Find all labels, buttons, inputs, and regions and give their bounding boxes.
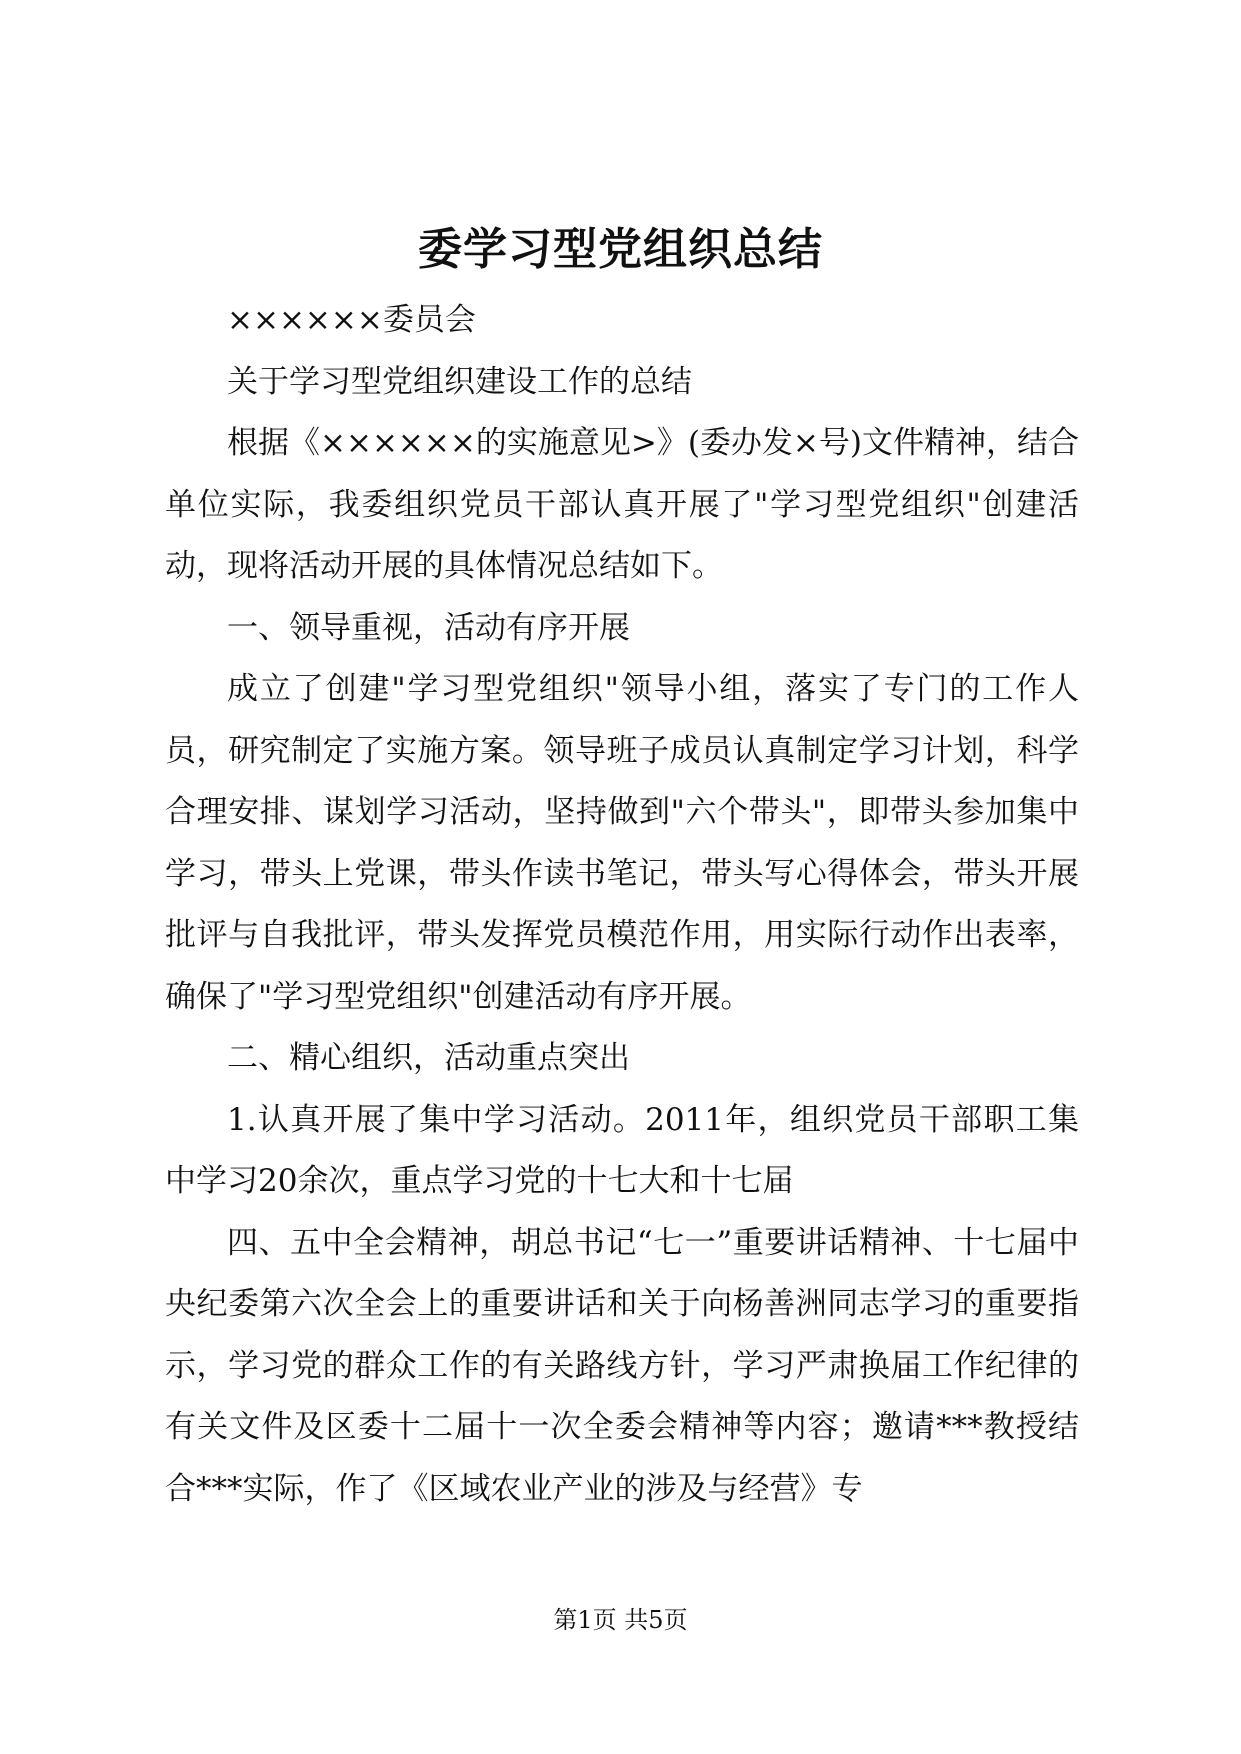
- page-footer: 第1页 共5页: [553, 1606, 688, 1634]
- paragraph: 成立了创建"学习型党组织"领导小组，落实了专门的工作人员，研究制定了实施方案。领导班子成员认真制定学习计划，科学合理安排、谋划学习活动，坚持做到"六个带头"，即带头参加集中学习，带头上党课，带头作读书笔记，带头写心得体会，带头开展批评与自我批评，带头发挥党员模范作用，用实际行动作出表率，确保了"学习型党组织"创建活动有序开展。: [165, 671, 1079, 1015]
- document-body: [165, 290, 1079, 1520]
- document-title: 委学习型党组织总结: [418, 224, 823, 275]
- section-heading: 二、精心组织，活动重点突出: [227, 1040, 630, 1076]
- paragraph: 四、五中全会精神，胡总书记“七一”重要讲话精神、十七届中央纪委第六次全会上的重要讲话和关于向杨善洲同志学习的重要指示，学习党的群众工作的有关路线方针，学习严肃换届工作纪律的有关文件及区委十二届十一次全委会精神等内容；邀请***教授结合***实际，作了《区域农业产业的涉及与经营》专: [165, 1224, 1079, 1507]
- paragraph: ××××××委员会: [227, 302, 476, 338]
- paragraph: 根据《××××××的实施意见>》(委办发×号)文件精神，结合单位实际，我委组织党员干部认真开展了"学习型党组织"创建活动，现将活动开展的具体情况总结如下。: [165, 425, 1079, 584]
- section-heading: 一、领导重视，活动有序开展: [227, 609, 630, 646]
- paragraph: 关于学习型党组织建设工作的总结: [227, 363, 692, 400]
- paragraph: 1.认真开展了集中学习活动。2011年，组织党员干部职工集中学习20余次，重点学习党的十七大和十七届: [165, 1101, 1079, 1199]
